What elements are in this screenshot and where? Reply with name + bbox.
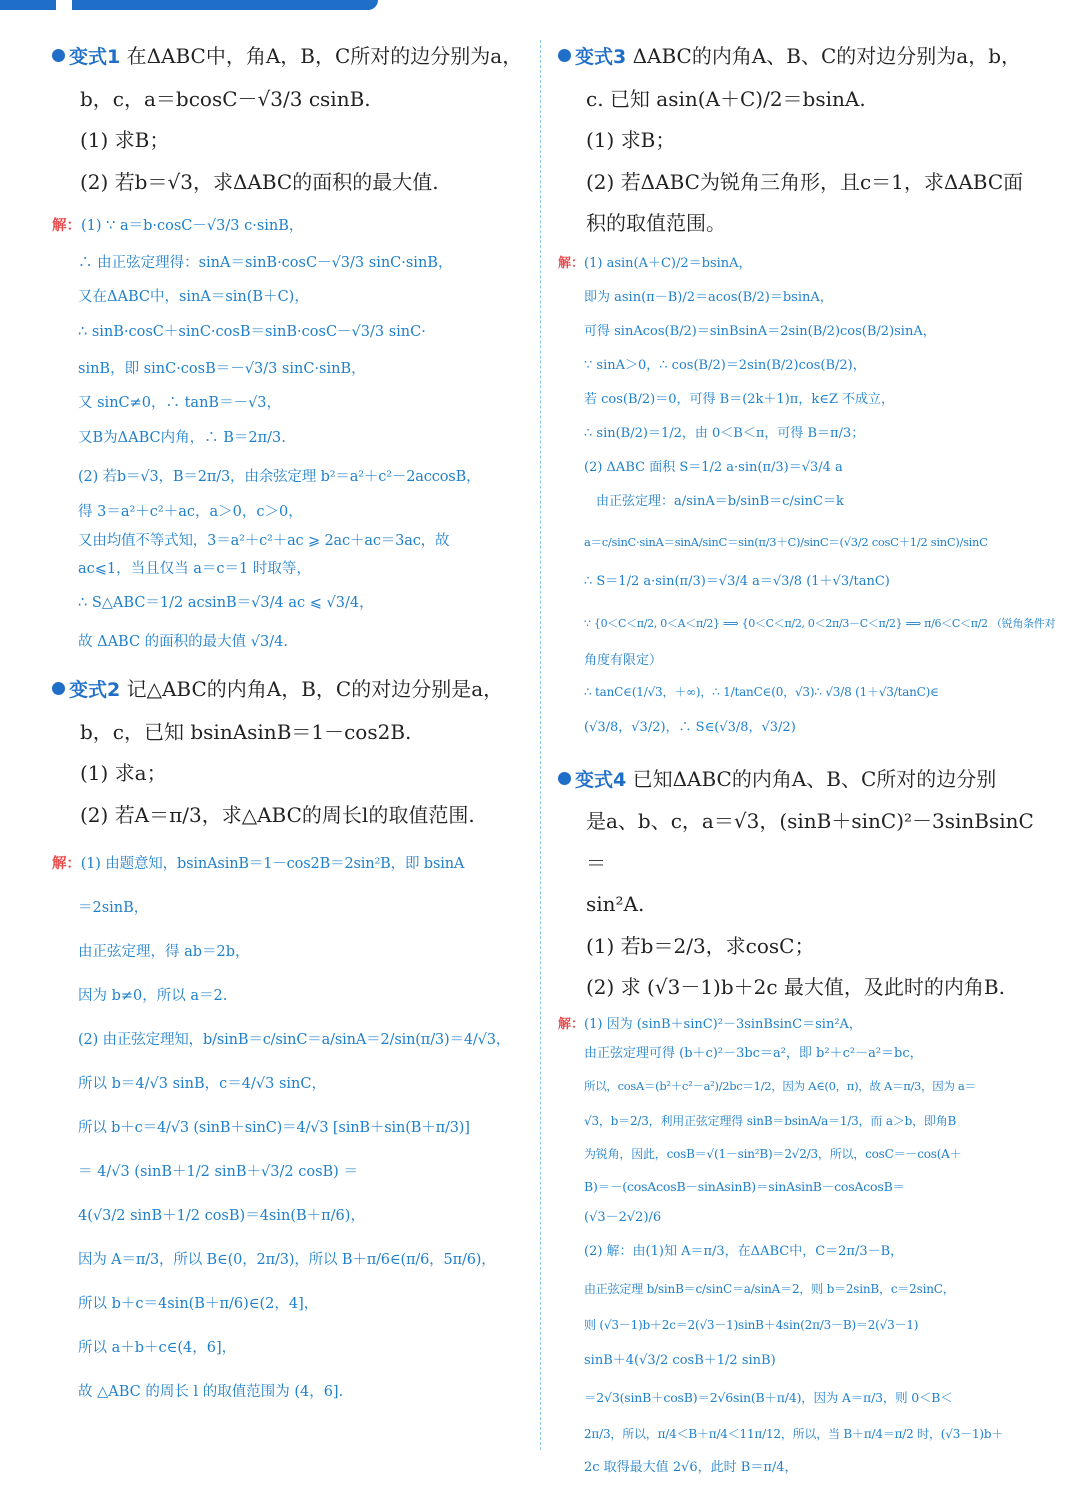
solution-4-line: (2) 解：由(1)知 A＝π/3，在ΔABC中，C＝2π/3－B，	[584, 1243, 904, 1259]
solution-3-line: (2) ΔABC 面积 S＝1/2 a·sin(π/3)＝√3/4 a	[584, 459, 843, 475]
problem-variant-1	[52, 36, 524, 203]
solution-4-label: 解：	[558, 1016, 585, 1032]
problem-3-tag: 变式3	[575, 46, 627, 68]
solution-2-line: 所以 b＝4/√3 sinB，c＝4/√3 sinC，	[78, 1076, 326, 1092]
solution-4-line: 由正弦定理 b/sinB＝c/sinC＝a/sinA＝2，则 b＝2sinB，c＝2sinC，	[584, 1281, 955, 1296]
problem-4-line-3: sin²A.	[586, 892, 645, 916]
solution-1-label: 解：	[52, 218, 81, 234]
solution-2-line: 因为 A＝π/3，所以 B∈(0，2π/3)，所以 B＋π/6∈(π/6，5π/6)，	[78, 1252, 496, 1268]
problem-3-part-1: (1) 求B；	[586, 128, 676, 152]
solution-4	[558, 1009, 1036, 1485]
solution-2-line: 所以 b＋c＝4/√3 (sinB＋sinC)＝4/√3 [sinB＋sin(B＋π/3)]	[78, 1120, 470, 1136]
solution-4-line: B)＝－(cosAcosB－sinAsinB)＝sinAsinB－cosAcosB＝	[584, 1178, 905, 1194]
problem-4-line-2: 是a、b、c，a＝√3，(sinB＋sinC)²－3sinBsinC＝	[586, 809, 1034, 875]
solution-4-line: sinB＋4(√3/2 cosB＋1/2 sinB)	[584, 1352, 776, 1368]
problem-1-line-2: b，c，a＝bcosC－√3/3 csinB.	[80, 86, 371, 111]
problem-1-line-1: 变式1 在ΔABC中，角A，B，C所对的边分别为a，	[52, 36, 524, 79]
solution-1-line: ∴ S△ABC＝1/2 acsinB＝√3/4 ac ⩽ √3/4，	[78, 595, 374, 611]
solution-2-line: 所以 b＋c＝4sin(B＋π/6)∈(2，4]，	[78, 1296, 319, 1312]
solution-3-label: 解：	[558, 255, 585, 271]
solution-3	[558, 247, 1056, 745]
solution-2-label: 解：	[52, 856, 81, 872]
top-band-tab	[72, 0, 378, 10]
solution-2-line: 解：(1) 由题意知，bsinAsinB＝1－cos2B＝2sin²B，即 bsinA	[52, 856, 465, 872]
solution-1-line: ∴ sinB·cosC＋sinC·cosB＝sinB·cosC－√3/3 sinC·	[78, 324, 426, 340]
solution-1-line: 故 ΔABC 的面积的最大值 √3/4.	[78, 634, 288, 650]
solution-3-line: ∵ {0＜C＜π/2, 0＜A＜π/2} ⟹ {0＜C＜π/2, 0＜2π/3－C＜π/2} ⟹ π/6＜C＜π/2 （锐角条件对	[584, 616, 1056, 630]
solution-3-line: a＝c/sinC·sinA＝sinA/sinC＝sin(π/3＋C)/sinC＝(√3/2 cosC＋1/2 sinC)/sinC	[584, 534, 988, 549]
solution-2-line: 故 △ABC 的周长 l 的取值范围为 (4，6].	[78, 1384, 344, 1400]
solution-3-line: (√3/8，√3/2)，∴ S∈(√3/8，√3/2)	[584, 719, 796, 735]
problem-3-part-2-cont: 积的取值范围。	[586, 211, 726, 235]
solution-1-line: ∴ 由正弦定理得：sinA＝sinB·cosC－√3/3 sinC·sinB，	[78, 255, 453, 271]
problem-2-part-2: (2) 若A＝π/3，求△ABC的周长l的取值范围.	[80, 802, 475, 827]
problem-1-part-2: (2) 若b＝√3，求ΔABC的面积的最大值.	[80, 169, 439, 194]
left-column	[52, 36, 524, 1414]
problem-3-line-1: 变式3 ΔABC的内角A、B、C的对边分别为a，b，	[558, 36, 1036, 79]
solution-1-line: ac⩽1，当且仅当 a＝c＝1 时取等，	[78, 561, 311, 577]
problem-variant-2	[52, 669, 524, 836]
solution-2	[52, 842, 524, 1414]
solution-3-line: ∴ S＝1/2 a·sin(π/3)＝√3/4 a＝√3/8 (1＋√3/tanC)	[584, 573, 890, 589]
solution-2-line: 所以 a＋b＋c∈(4，6]，	[78, 1340, 237, 1356]
problem-3-part-2: (2) 若ΔABC为锐角三角形，且c＝1，求ΔABC面	[586, 169, 1024, 194]
problem-variant-4	[558, 759, 1036, 1009]
solution-4-line: 则 (√3－1)b＋2c＝2(√3－1)sinB＋4sin(2π/3－B)＝2(√3－1)	[584, 1317, 919, 1332]
solution-4-line: 所以，cosA＝(b²＋c²－a²)/2bc＝1/2，因为 A∈(0，π)，故 A＝π/3，因为 a＝	[584, 1078, 976, 1093]
problem-2-tag: 变式2	[69, 679, 121, 701]
solution-4-line: 2π/3，所以，π/4＜B＋π/4＜11π/12，所以，当 B＋π/4＝π/2 时，(√3－1)b＋	[584, 1426, 1004, 1441]
solution-1	[52, 207, 524, 661]
problem-2-line-1: 变式2 记△ABC的内角A，B，C的对边分别是a，	[52, 669, 524, 712]
solution-1-line: 又B为ΔABC内角，∴ B＝2π/3.	[78, 430, 286, 446]
column-divider	[540, 40, 541, 1450]
solution-1-line: 又由均值不等式知，3＝a²＋c²＋ac ⩾ 2ac＋ac＝3ac，故	[78, 533, 450, 549]
solution-1-line: sinB，即 sinC·cosB＝－√3/3 sinC·sinB，	[78, 361, 366, 377]
problem-4-line-1: 变式4 已知ΔABC的内角A、B、C所对的边分别	[558, 759, 1036, 802]
problem-4-part-2: (2) 求 (√3－1)b＋2c 最大值，及此时的内角B.	[586, 975, 1005, 999]
problem-1-tag: 变式1	[69, 46, 121, 68]
solution-2-line: (2) 由正弦定理知，b/sinB＝c/sinC＝a/sinA＝2/sin(π/3)＝4/√3，	[78, 1032, 511, 1048]
bullet-dot-icon	[52, 49, 65, 62]
solution-2-line: ＝ 4/√3 (sinB＋1/2 sinB＋√3/2 cosB) ＝	[78, 1164, 358, 1180]
solution-4-line: ＝2√3(sinB＋cosB)＝2√6sin(B＋π/4)，因为 A＝π/3，则 0＜B＜	[584, 1389, 953, 1405]
solution-3-line: 角度有限定）	[584, 652, 663, 668]
solution-2-line: ＝2sinB，	[78, 900, 149, 916]
problem-2-part-1: (1) 求a；	[80, 761, 167, 785]
solution-2-line: 4(√3/2 sinB＋1/2 cosB)＝4sin(B＋π/6)，	[78, 1208, 365, 1224]
solution-3-line: 若 cos(B/2)＝0，可得 B＝(2k＋1)π，k∈Z 不成立，	[584, 391, 894, 407]
solution-3-line: ∵ sinA＞0，∴ cos(B/2)＝2sin(B/2)cos(B/2)，	[584, 357, 866, 373]
problem-4-tag: 变式4	[575, 768, 627, 791]
solution-3-line: 由正弦定理：a/sinA＝b/sinB＝c/sinC＝k	[596, 493, 844, 509]
solution-1-line: 又在ΔABC中，sinA＝sin(B＋C)，	[78, 289, 309, 305]
solution-2-line: 因为 b≠0，所以 a＝2.	[78, 988, 228, 1004]
solution-3-line: ∴ sin(B/2)＝1/2，由 0＜B＜π，可得 B＝π/3；	[584, 425, 865, 441]
solution-3-line: 解：(1) asin(A＋C)/2＝bsinA，	[558, 255, 752, 271]
problem-3-line-2: c. 已知 asin(A＋C)/2＝bsinA.	[586, 86, 866, 111]
problem-4-part-1: (1) 若b＝2/3，求cosC；	[586, 933, 815, 958]
solution-3-line: ∴ tanC∈(1/√3，＋∞)，∴ 1/tanC∈(0，√3)∴ √3/8 (1＋√3/tanC)∈	[584, 684, 939, 699]
top-color-band	[0, 0, 378, 10]
solution-3-line: 可得 sinAcos(B/2)＝sinBsinA＝2sin(B/2)cos(B/2)sinA，	[584, 323, 936, 339]
bullet-dot-icon	[558, 49, 571, 62]
solution-4-line: (√3－2√2)/6	[584, 1209, 662, 1225]
right-column	[558, 36, 1056, 1485]
solution-4-line: 2c 取得最大值 2√6，此时 B＝π/4，	[584, 1459, 798, 1475]
solution-4-line: 解：(1) 因为 (sinB＋sinC)²－3sinBsinC＝sin²A，	[558, 1016, 862, 1032]
solution-4-line: 为锐角，因此，cosB＝√(1－sin²B)＝2√2/3，所以，cosC＝－cos(A＋	[584, 1146, 962, 1161]
solution-1-line: (2) 若b＝√3，B＝2π/3，由余弦定理 b²＝a²＋c²－2accosB，	[78, 469, 481, 485]
bullet-dot-icon	[52, 682, 65, 695]
solution-1-line: 又 sinC≠0，∴ tanB＝－√3，	[78, 395, 282, 411]
problem-2-line-2: b，c，已知 bsinAsinB＝1－cos2B.	[80, 719, 412, 744]
solution-1-line: 解：(1) ∵ a＝b·cosC－√3/3 c·sinB，	[52, 218, 304, 234]
top-band-left-block	[0, 0, 56, 10]
solution-2-line: 由正弦定理，得 ab＝2b，	[78, 944, 250, 960]
solution-3-line: 即为 asin(π－B)/2＝acos(B/2)＝bsinA，	[584, 289, 833, 305]
problem-1-part-1: (1) 求B；	[80, 128, 170, 152]
solution-4-line: √3，b＝2/3，利用正弦定理得 sinB＝bsinA/a＝1/3，而 a＞b，即角B	[584, 1113, 957, 1128]
problem-variant-3	[558, 36, 1036, 245]
bullet-dot-icon	[558, 772, 571, 785]
solution-1-line: 得 3＝a²＋c²＋ac，a＞0，c＞0，	[78, 504, 303, 520]
solution-4-line: 由正弦定理可得 (b＋c)²－3bc＝a²，即 b²＋c²－a²＝bc，	[584, 1045, 923, 1061]
